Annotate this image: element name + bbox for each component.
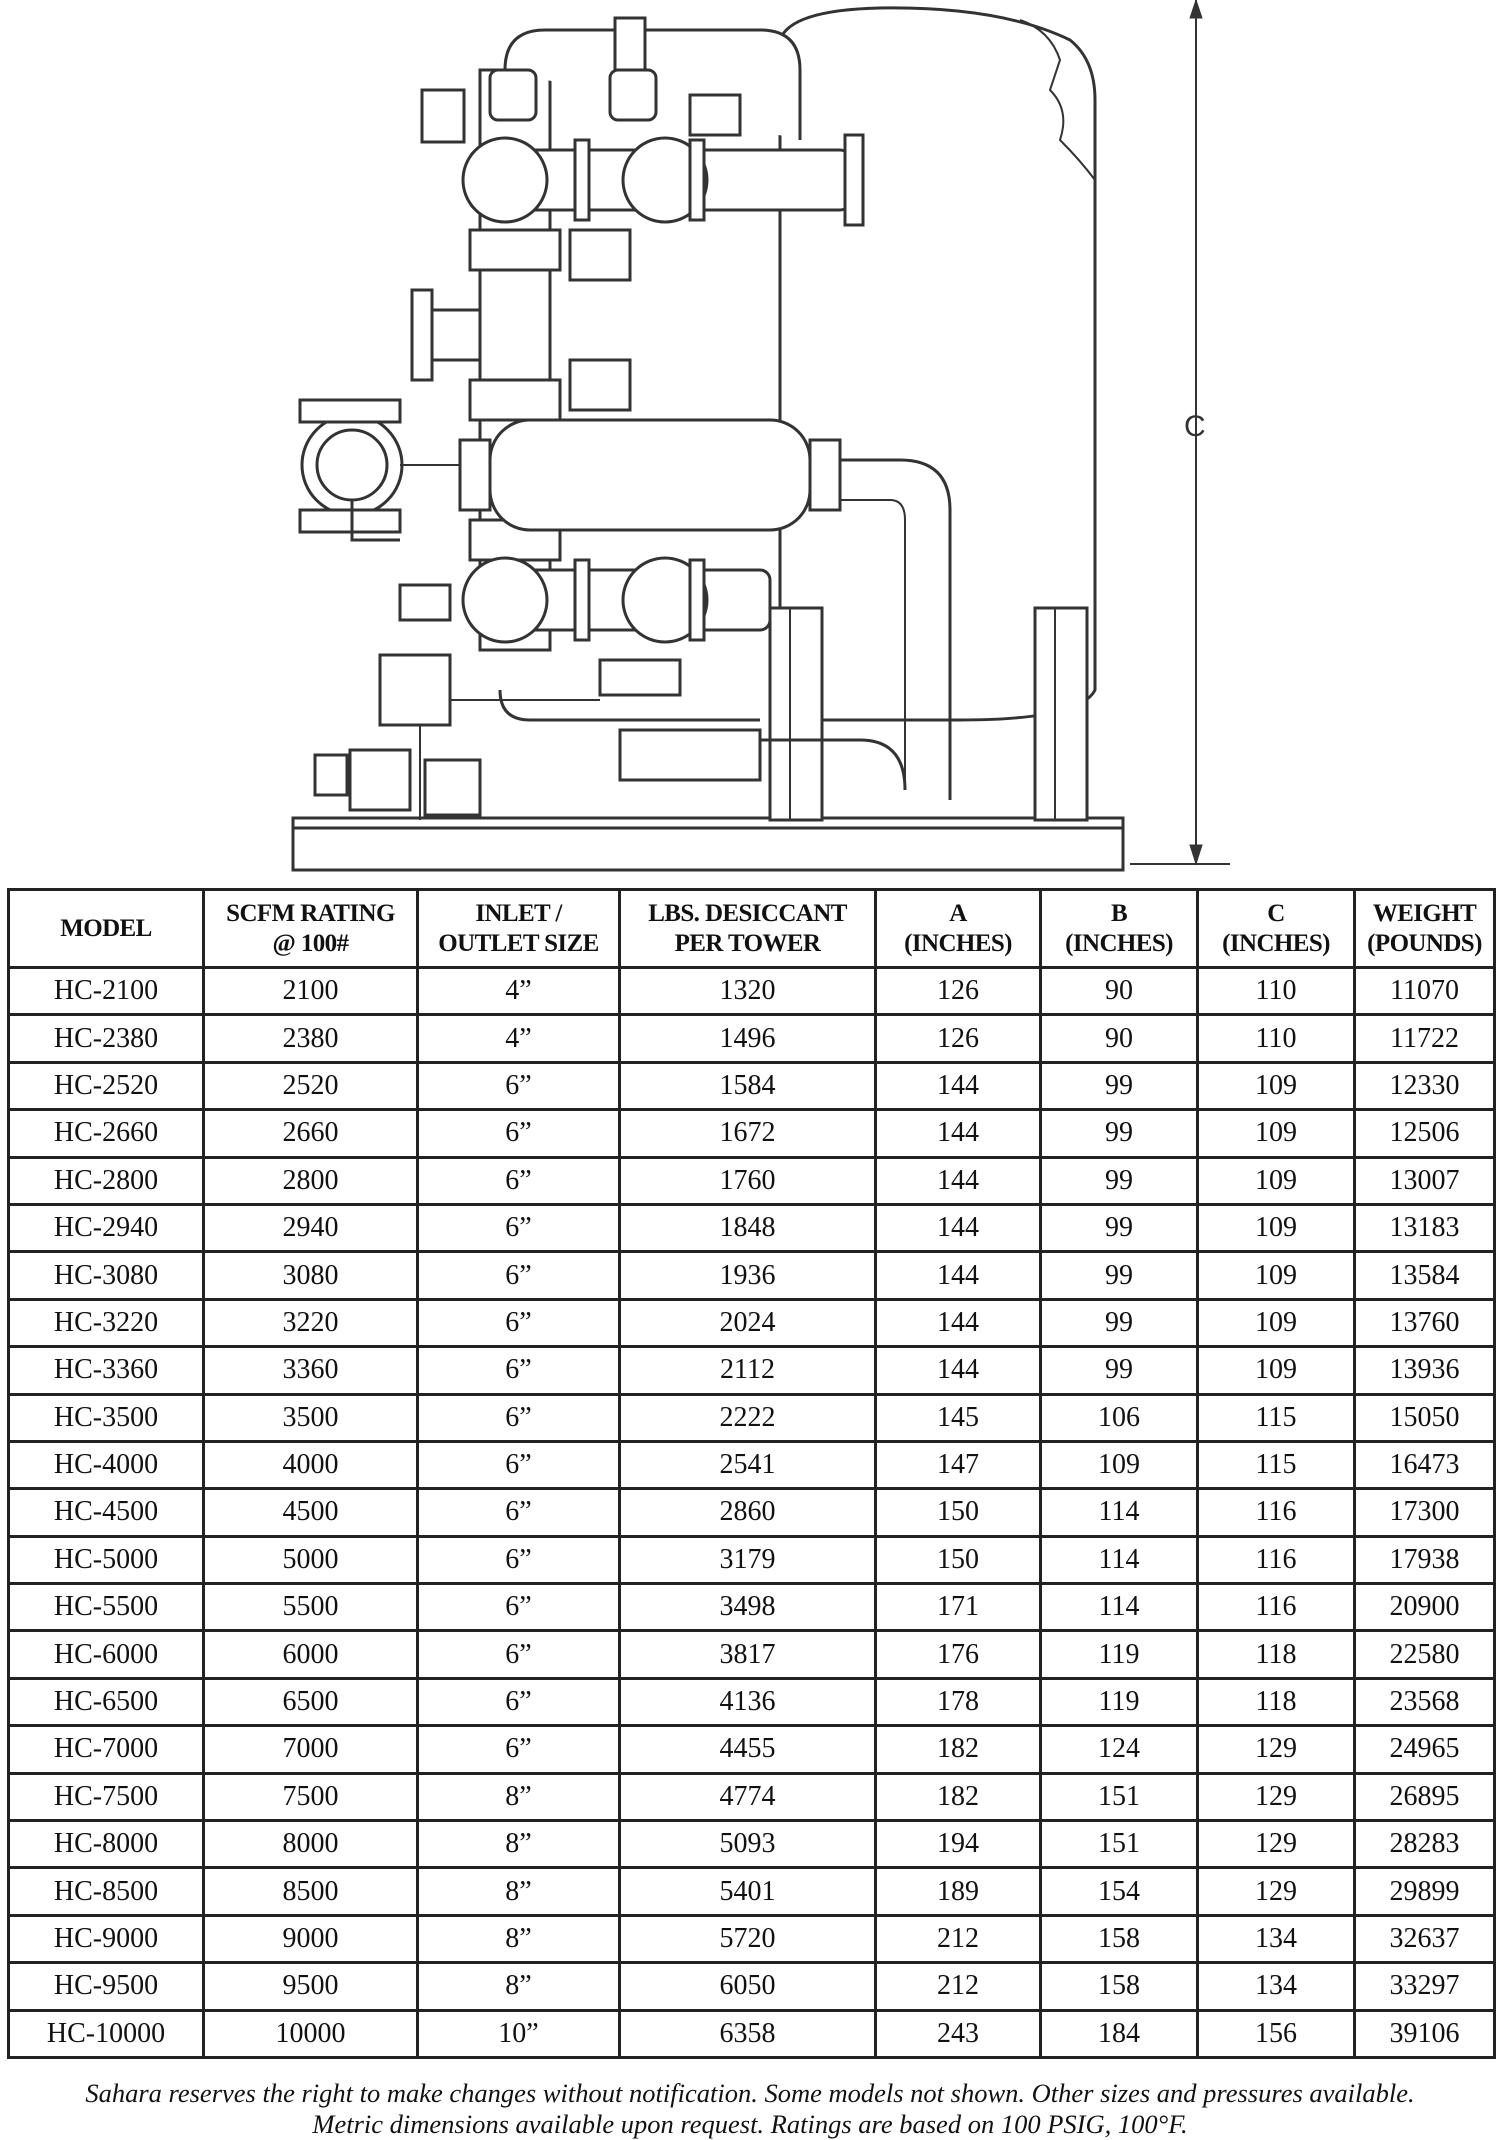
cell-lbs-desiccant: 2541	[620, 1441, 876, 1488]
cell-model: HC-4500	[9, 1489, 204, 1536]
dimension-label-c: C	[1184, 410, 1206, 443]
cell-scfm-rating: 7000	[204, 1726, 418, 1773]
cell-lbs-desiccant: 2112	[620, 1347, 876, 1394]
cell-a-inches: 150	[876, 1489, 1041, 1536]
cell-lbs-desiccant: 4774	[620, 1773, 876, 1820]
cell-scfm-rating: 9000	[204, 1915, 418, 1962]
cell-weight: 39106	[1355, 2010, 1495, 2057]
footnote-line-1: Sahara reserves the right to make changes without notification. Some models not shown. Other sizes and pressures available.	[85, 2078, 1415, 2108]
cell-model: HC-8000	[9, 1821, 204, 1868]
cell-lbs-desiccant: 1584	[620, 1062, 876, 1109]
cell-model: HC-2940	[9, 1204, 204, 1251]
header-b-inches	[1041, 890, 1198, 968]
cell-weight: 17300	[1355, 1489, 1495, 1536]
cell-weight: 15050	[1355, 1394, 1495, 1441]
cell-scfm-rating: 4000	[204, 1441, 418, 1488]
cell-a-inches: 194	[876, 1821, 1041, 1868]
cell-inlet-outlet-size: 6”	[418, 1584, 620, 1631]
table-row	[9, 1394, 1495, 1441]
cell-scfm-rating: 4500	[204, 1489, 418, 1536]
cell-b-inches: 99	[1041, 1157, 1198, 1204]
cell-b-inches: 106	[1041, 1394, 1198, 1441]
cell-b-inches: 158	[1041, 1963, 1198, 2010]
cell-lbs-desiccant: 2024	[620, 1299, 876, 1346]
cell-model: HC-3360	[9, 1347, 204, 1394]
table-row	[9, 1726, 1495, 1773]
cell-a-inches: 147	[876, 1441, 1041, 1488]
footnote-line-2: Metric dimensions available upon request. Ratings are based on 100 PSIG, 100°F.	[312, 2109, 1188, 2139]
dryer-line-drawing	[0, 0, 1500, 880]
cell-model: HC-2800	[9, 1157, 204, 1204]
header-line: C	[1267, 899, 1285, 927]
cell-scfm-rating: 8000	[204, 1821, 418, 1868]
cell-weight: 17938	[1355, 1536, 1495, 1583]
cell-c-inches: 129	[1198, 1773, 1355, 1820]
header-line: WEIGHT	[1372, 899, 1477, 927]
cell-inlet-outlet-size: 6”	[418, 1631, 620, 1678]
table-row	[9, 1062, 1495, 1109]
cell-model: HC-9000	[9, 1915, 204, 1962]
cell-c-inches: 109	[1198, 1204, 1355, 1251]
cell-a-inches: 144	[876, 1062, 1041, 1109]
horizontal-vessel	[490, 420, 810, 530]
cell-a-inches: 189	[876, 1868, 1041, 1915]
cell-c-inches: 109	[1198, 1062, 1355, 1109]
cell-c-inches: 109	[1198, 1157, 1355, 1204]
header-line: (INCHES)	[1222, 929, 1330, 957]
cell-c-inches: 109	[1198, 1347, 1355, 1394]
cell-lbs-desiccant: 6358	[620, 2010, 876, 2057]
cell-scfm-rating: 2800	[204, 1157, 418, 1204]
header-line: (INCHES)	[904, 929, 1012, 957]
cell-a-inches: 243	[876, 2010, 1041, 2057]
header-line: SCFM RATING	[226, 899, 395, 927]
cell-a-inches: 176	[876, 1631, 1041, 1678]
cell-weight: 13007	[1355, 1157, 1495, 1204]
cell-scfm-rating: 2100	[204, 968, 418, 1015]
cell-a-inches: 171	[876, 1584, 1041, 1631]
table-row	[9, 1536, 1495, 1583]
table-row	[9, 1015, 1495, 1062]
cell-a-inches: 182	[876, 1726, 1041, 1773]
cell-inlet-outlet-size: 8”	[418, 1773, 620, 1820]
table-row	[9, 1915, 1495, 1962]
cell-model: HC-6500	[9, 1678, 204, 1725]
cell-scfm-rating: 7500	[204, 1773, 418, 1820]
table-row	[9, 1489, 1495, 1536]
header-lbs-desiccant	[620, 890, 876, 968]
cell-lbs-desiccant: 2860	[620, 1489, 876, 1536]
cell-c-inches: 115	[1198, 1441, 1355, 1488]
cell-a-inches: 144	[876, 1157, 1041, 1204]
table-row	[9, 1821, 1495, 1868]
cell-c-inches: 115	[1198, 1394, 1355, 1441]
table-row	[9, 1204, 1495, 1251]
cell-model: HC-2660	[9, 1110, 204, 1157]
cell-weight: 16473	[1355, 1441, 1495, 1488]
header-line: INLET /	[475, 899, 562, 927]
cell-inlet-outlet-size: 8”	[418, 1963, 620, 2010]
header-line: PER TOWER	[674, 929, 821, 957]
cell-lbs-desiccant: 5720	[620, 1915, 876, 1962]
table-row	[9, 1347, 1495, 1394]
cell-model: HC-2380	[9, 1015, 204, 1062]
cell-a-inches: 144	[876, 1204, 1041, 1251]
table-row	[9, 1252, 1495, 1299]
cell-lbs-desiccant: 3817	[620, 1631, 876, 1678]
cell-inlet-outlet-size: 4”	[418, 1015, 620, 1062]
cell-inlet-outlet-size: 6”	[418, 1489, 620, 1536]
cell-lbs-desiccant: 4455	[620, 1726, 876, 1773]
cell-b-inches: 109	[1041, 1441, 1198, 1488]
cell-lbs-desiccant: 1672	[620, 1110, 876, 1157]
header-line: LBS. DESICCANT	[648, 899, 847, 927]
cell-inlet-outlet-size: 6”	[418, 1394, 620, 1441]
header-line: B	[1110, 899, 1128, 927]
cell-scfm-rating: 5500	[204, 1584, 418, 1631]
cell-model: HC-6000	[9, 1631, 204, 1678]
table-row	[9, 1299, 1495, 1346]
cell-weight: 20900	[1355, 1584, 1495, 1631]
cell-b-inches: 151	[1041, 1773, 1198, 1820]
cell-c-inches: 134	[1198, 1915, 1355, 1962]
cell-weight: 28283	[1355, 1821, 1495, 1868]
cell-c-inches: 129	[1198, 1868, 1355, 1915]
cell-scfm-rating: 8500	[204, 1868, 418, 1915]
cell-a-inches: 212	[876, 1963, 1041, 2010]
cell-a-inches: 212	[876, 1915, 1041, 1962]
header-line: MODEL	[60, 914, 152, 942]
header-model	[9, 890, 204, 968]
table-row	[9, 1110, 1495, 1157]
cell-weight: 12330	[1355, 1062, 1495, 1109]
cell-a-inches: 144	[876, 1252, 1041, 1299]
cell-lbs-desiccant: 1936	[620, 1252, 876, 1299]
cell-lbs-desiccant: 6050	[620, 1963, 876, 2010]
table-row	[9, 2010, 1495, 2057]
cell-weight: 33297	[1355, 1963, 1495, 2010]
cell-b-inches: 119	[1041, 1678, 1198, 1725]
cell-weight: 12506	[1355, 1110, 1495, 1157]
cell-scfm-rating: 3080	[204, 1252, 418, 1299]
cell-inlet-outlet-size: 8”	[418, 1821, 620, 1868]
cell-b-inches: 114	[1041, 1489, 1198, 1536]
cell-b-inches: 124	[1041, 1726, 1198, 1773]
cell-model: HC-3220	[9, 1299, 204, 1346]
cell-inlet-outlet-size: 10”	[418, 2010, 620, 2057]
cell-b-inches: 184	[1041, 2010, 1198, 2057]
header-line: (INCHES)	[1065, 929, 1173, 957]
cell-inlet-outlet-size: 8”	[418, 1868, 620, 1915]
cell-b-inches: 99	[1041, 1252, 1198, 1299]
cell-lbs-desiccant: 5093	[620, 1821, 876, 1868]
cell-c-inches: 116	[1198, 1584, 1355, 1631]
cell-a-inches: 126	[876, 968, 1041, 1015]
cell-b-inches: 158	[1041, 1915, 1198, 1962]
header-line: OUTLET SIZE	[438, 929, 599, 957]
cell-b-inches: 99	[1041, 1204, 1198, 1251]
cell-weight: 13584	[1355, 1252, 1495, 1299]
cell-weight: 22580	[1355, 1631, 1495, 1678]
cell-c-inches: 109	[1198, 1252, 1355, 1299]
cell-a-inches: 144	[876, 1299, 1041, 1346]
table-row	[9, 1868, 1495, 1915]
cell-lbs-desiccant: 5401	[620, 1868, 876, 1915]
cell-c-inches: 116	[1198, 1489, 1355, 1536]
cell-b-inches: 99	[1041, 1062, 1198, 1109]
table-row	[9, 1157, 1495, 1204]
cell-model: HC-10000	[9, 2010, 204, 2057]
cell-weight: 32637	[1355, 1915, 1495, 1962]
cell-b-inches: 151	[1041, 1821, 1198, 1868]
cell-model: HC-3500	[9, 1394, 204, 1441]
header-c-inches	[1198, 890, 1355, 968]
cell-a-inches: 145	[876, 1394, 1041, 1441]
cell-a-inches: 144	[876, 1110, 1041, 1157]
cell-model: HC-2520	[9, 1062, 204, 1109]
cell-scfm-rating: 3220	[204, 1299, 418, 1346]
header-weight	[1355, 890, 1495, 968]
cell-lbs-desiccant: 4136	[620, 1678, 876, 1725]
table-row	[9, 968, 1495, 1015]
cell-weight: 13936	[1355, 1347, 1495, 1394]
header-line: A	[949, 899, 967, 927]
header-scfm-rating	[204, 890, 418, 968]
footnote	[0, 2078, 1500, 2140]
cell-lbs-desiccant: 1760	[620, 1157, 876, 1204]
cell-a-inches: 182	[876, 1773, 1041, 1820]
table-body	[9, 968, 1495, 2058]
table-row	[9, 1584, 1495, 1631]
cell-scfm-rating: 5000	[204, 1536, 418, 1583]
cell-scfm-rating: 3500	[204, 1394, 418, 1441]
table-row	[9, 1631, 1495, 1678]
cell-lbs-desiccant: 3179	[620, 1536, 876, 1583]
cell-weight: 24965	[1355, 1726, 1495, 1773]
cell-c-inches: 118	[1198, 1631, 1355, 1678]
cell-scfm-rating: 2380	[204, 1015, 418, 1062]
cell-c-inches: 110	[1198, 1015, 1355, 1062]
cell-model: HC-5000	[9, 1536, 204, 1583]
cell-inlet-outlet-size: 6”	[418, 1678, 620, 1725]
cell-model: HC-7000	[9, 1726, 204, 1773]
cell-scfm-rating: 2940	[204, 1204, 418, 1251]
cell-model: HC-7500	[9, 1773, 204, 1820]
cell-inlet-outlet-size: 6”	[418, 1299, 620, 1346]
cell-lbs-desiccant: 1496	[620, 1015, 876, 1062]
cell-model: HC-4000	[9, 1441, 204, 1488]
cell-weight: 26895	[1355, 1773, 1495, 1820]
cell-b-inches: 119	[1041, 1631, 1198, 1678]
cell-b-inches: 114	[1041, 1584, 1198, 1631]
cell-scfm-rating: 9500	[204, 1963, 418, 2010]
cell-b-inches: 90	[1041, 968, 1198, 1015]
cell-inlet-outlet-size: 6”	[418, 1110, 620, 1157]
table-row	[9, 1678, 1495, 1725]
cell-b-inches: 99	[1041, 1110, 1198, 1157]
cell-weight: 13183	[1355, 1204, 1495, 1251]
cell-b-inches: 99	[1041, 1299, 1198, 1346]
cell-b-inches: 114	[1041, 1536, 1198, 1583]
cell-model: HC-5500	[9, 1584, 204, 1631]
cell-c-inches: 156	[1198, 2010, 1355, 2057]
cell-inlet-outlet-size: 4”	[418, 968, 620, 1015]
cell-b-inches: 99	[1041, 1347, 1198, 1394]
cell-inlet-outlet-size: 6”	[418, 1347, 620, 1394]
header-line: @ 100#	[272, 929, 349, 957]
cell-inlet-outlet-size: 6”	[418, 1441, 620, 1488]
table-row	[9, 1441, 1495, 1488]
cell-lbs-desiccant: 2222	[620, 1394, 876, 1441]
cell-model: HC-9500	[9, 1963, 204, 2010]
cell-weight: 23568	[1355, 1678, 1495, 1725]
cell-a-inches: 178	[876, 1678, 1041, 1725]
table-row	[9, 1773, 1495, 1820]
cell-inlet-outlet-size: 6”	[418, 1252, 620, 1299]
cell-c-inches: 109	[1198, 1299, 1355, 1346]
table-header-row	[9, 890, 1495, 968]
cell-a-inches: 144	[876, 1347, 1041, 1394]
cell-scfm-rating: 10000	[204, 2010, 418, 2057]
cell-inlet-outlet-size: 6”	[418, 1726, 620, 1773]
cell-weight: 11070	[1355, 968, 1495, 1015]
cell-c-inches: 110	[1198, 968, 1355, 1015]
cell-inlet-outlet-size: 6”	[418, 1536, 620, 1583]
cell-c-inches: 116	[1198, 1536, 1355, 1583]
table-row	[9, 1963, 1495, 2010]
header-a-inches	[876, 890, 1041, 968]
cell-b-inches: 154	[1041, 1868, 1198, 1915]
cell-weight: 11722	[1355, 1015, 1495, 1062]
cell-scfm-rating: 6500	[204, 1678, 418, 1725]
header-inlet-outlet-size	[418, 890, 620, 968]
cell-model: HC-8500	[9, 1868, 204, 1915]
cell-a-inches: 126	[876, 1015, 1041, 1062]
cell-model: HC-3080	[9, 1252, 204, 1299]
cell-scfm-rating: 2520	[204, 1062, 418, 1109]
dryer-specifications-table	[7, 888, 1496, 2059]
cell-lbs-desiccant: 1320	[620, 968, 876, 1015]
cell-c-inches: 118	[1198, 1678, 1355, 1725]
cell-lbs-desiccant: 3498	[620, 1584, 876, 1631]
skid-base	[293, 818, 1123, 870]
cell-c-inches: 129	[1198, 1821, 1355, 1868]
cell-scfm-rating: 2660	[204, 1110, 418, 1157]
cell-c-inches: 109	[1198, 1110, 1355, 1157]
cell-scfm-rating: 3360	[204, 1347, 418, 1394]
cell-lbs-desiccant: 1848	[620, 1204, 876, 1251]
cell-b-inches: 90	[1041, 1015, 1198, 1062]
cell-weight: 29899	[1355, 1868, 1495, 1915]
cell-a-inches: 150	[876, 1536, 1041, 1583]
cell-weight: 13760	[1355, 1299, 1495, 1346]
cell-model: HC-2100	[9, 968, 204, 1015]
cell-c-inches: 129	[1198, 1726, 1355, 1773]
cell-inlet-outlet-size: 6”	[418, 1062, 620, 1109]
cell-inlet-outlet-size: 6”	[418, 1157, 620, 1204]
cell-scfm-rating: 6000	[204, 1631, 418, 1678]
cell-c-inches: 134	[1198, 1963, 1355, 2010]
header-line: (POUNDS)	[1367, 929, 1482, 957]
cell-inlet-outlet-size: 6”	[418, 1204, 620, 1251]
cell-inlet-outlet-size: 8”	[418, 1915, 620, 1962]
